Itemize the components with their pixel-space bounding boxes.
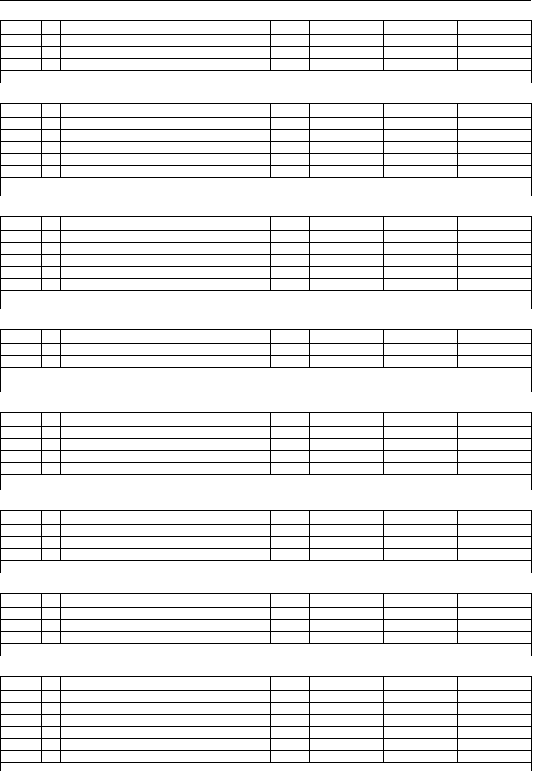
grid-line — [0, 510, 531, 511]
grid-line — [0, 450, 531, 451]
grid-line — [41, 510, 42, 560]
grid-line — [531, 20, 532, 70]
grid-line — [60, 103, 61, 177]
grid-line — [270, 329, 271, 367]
grid-line — [0, 290, 531, 291]
grid-line — [0, 177, 531, 178]
grid-line — [0, 714, 531, 715]
grid-line — [41, 216, 42, 290]
grid-line — [0, 117, 531, 118]
grid-line — [531, 177, 532, 196]
grid-line — [0, 70, 531, 71]
grid-line — [0, 329, 1, 367]
grid-line — [60, 20, 61, 70]
grid-line — [309, 412, 310, 474]
grid-line — [0, 242, 531, 243]
grid-line — [531, 676, 532, 762]
grid-line — [0, 438, 531, 439]
grid-line — [60, 216, 61, 290]
grid-line — [0, 462, 531, 463]
grid-line — [0, 58, 531, 59]
grid-line — [0, 412, 1, 474]
grid-line — [0, 46, 531, 47]
grid-line — [383, 103, 384, 177]
grid-line — [531, 70, 532, 83]
grid-line — [270, 103, 271, 177]
grid-line — [41, 329, 42, 367]
grid-line — [0, 474, 531, 475]
grid-line — [0, 762, 531, 763]
grid-line — [531, 329, 532, 367]
grid-line — [0, 560, 531, 561]
grid-line — [531, 290, 532, 309]
grid-line — [0, 343, 531, 344]
grid-line — [531, 593, 532, 643]
grid-line — [0, 367, 531, 368]
grid-line — [0, 474, 1, 490]
grid-line — [309, 593, 310, 643]
grid-line — [0, 593, 1, 643]
grid-line — [60, 412, 61, 474]
grid-line — [41, 676, 42, 762]
grid-line — [0, 524, 531, 525]
grid-line — [0, 290, 1, 309]
grid-line — [41, 20, 42, 70]
grid-line — [457, 20, 458, 70]
grid-line — [60, 329, 61, 367]
grid-line — [270, 20, 271, 70]
grid-line — [0, 165, 531, 166]
grid-line — [0, 70, 1, 83]
grid-line — [0, 631, 531, 632]
grid-line — [60, 676, 61, 762]
grid-line — [0, 103, 531, 104]
grid-line — [309, 216, 310, 290]
grid-line — [0, 593, 531, 594]
grid-line — [531, 474, 532, 490]
grid-line — [0, 702, 531, 703]
grid-line — [309, 676, 310, 762]
grid-line — [531, 560, 532, 573]
grid-line — [0, 34, 531, 35]
grid-line — [0, 607, 531, 608]
grid-line — [0, 103, 1, 177]
grid-line — [531, 510, 532, 560]
grid-line — [0, 0, 531, 1]
grid-line — [0, 536, 531, 537]
grid-line — [457, 103, 458, 177]
grid-line — [0, 412, 531, 413]
grid-line — [383, 510, 384, 560]
grid-line — [270, 510, 271, 560]
grid-line — [41, 593, 42, 643]
grid-line — [309, 329, 310, 367]
grid-line — [0, 129, 531, 130]
grid-line — [0, 367, 1, 392]
grid-line — [0, 643, 531, 644]
grid-line — [383, 593, 384, 643]
grid-line — [0, 619, 531, 620]
grid-line — [531, 103, 532, 177]
grid-line — [270, 676, 271, 762]
grid-line — [531, 412, 532, 474]
grid-line — [0, 510, 1, 560]
grid-line — [0, 20, 531, 21]
grid-line — [383, 20, 384, 70]
grid-line — [270, 412, 271, 474]
grid-line — [0, 643, 1, 656]
grid-line — [0, 153, 531, 154]
grid-line — [0, 750, 531, 751]
grid-line — [457, 412, 458, 474]
grid-line — [60, 510, 61, 560]
grid-line — [60, 593, 61, 643]
grid-line — [41, 412, 42, 474]
grid-line — [0, 216, 531, 217]
grid-line — [0, 548, 531, 549]
grid-line — [0, 676, 531, 677]
grid-line — [270, 593, 271, 643]
grid-line — [457, 329, 458, 367]
grid-line — [0, 20, 1, 70]
grid-line — [309, 20, 310, 70]
grid-line — [531, 762, 532, 771]
grid-line — [0, 355, 531, 356]
grid-line — [0, 676, 1, 762]
grid-line — [531, 643, 532, 656]
grid-line — [0, 266, 531, 267]
grid-line — [309, 103, 310, 177]
grid-line — [41, 103, 42, 177]
grid-line — [0, 216, 1, 290]
grid-line — [531, 367, 532, 392]
grid-line — [457, 593, 458, 643]
grid-line — [383, 676, 384, 762]
grid-line — [0, 230, 531, 231]
grid-line — [457, 510, 458, 560]
grid-line — [0, 726, 531, 727]
grid-line — [0, 141, 531, 142]
grid-line — [270, 216, 271, 290]
grid-line — [531, 216, 532, 290]
grid-line — [457, 216, 458, 290]
grid-line — [309, 510, 310, 560]
grid-line — [457, 676, 458, 762]
grid-line — [0, 560, 1, 573]
grid-line — [0, 254, 531, 255]
grid-line — [383, 329, 384, 367]
grid-line — [0, 738, 531, 739]
grid-line — [0, 426, 531, 427]
grid-line — [0, 762, 1, 771]
grid-line — [0, 690, 531, 691]
grid-line — [383, 216, 384, 290]
grid-line — [0, 278, 531, 279]
grid-line — [383, 412, 384, 474]
grid-line — [0, 177, 1, 196]
grid-line — [0, 329, 531, 330]
